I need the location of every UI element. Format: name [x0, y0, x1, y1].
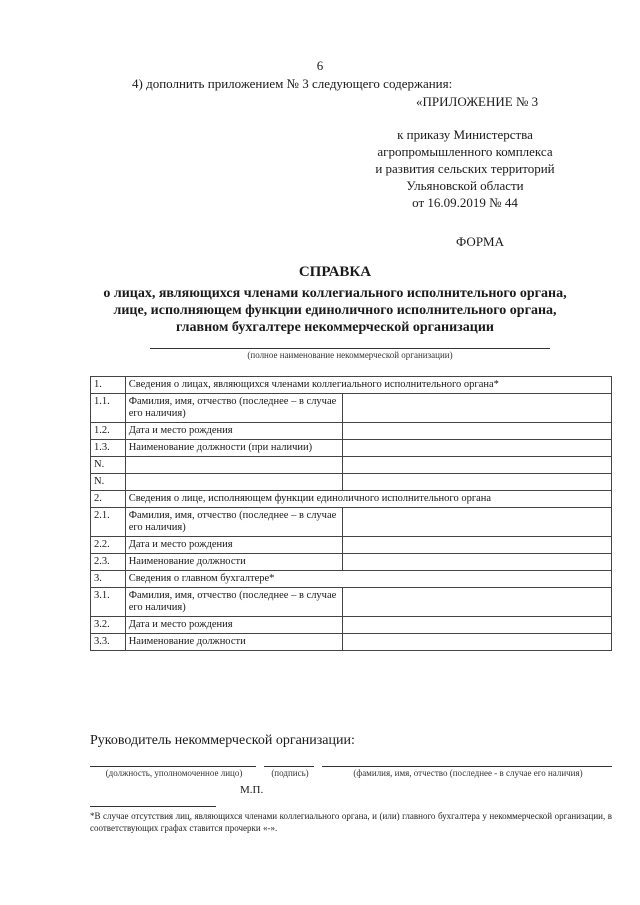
row-number: 2.: [91, 491, 126, 508]
field-value-cell[interactable]: [343, 617, 612, 634]
field-value-cell[interactable]: [343, 474, 612, 491]
field-value-cell[interactable]: [343, 537, 612, 554]
document-subtitle: [70, 285, 600, 336]
table-row: [91, 634, 612, 651]
approval-line: и развития сельских территорий: [375, 161, 555, 176]
table-row: [91, 537, 612, 554]
signature-line: [264, 766, 314, 767]
table-row: [91, 440, 612, 457]
field-label-cell: Наименование должности: [125, 554, 343, 571]
row-number: 1.2.: [91, 423, 126, 440]
table-section-row: [91, 491, 612, 508]
approval-line: к приказу Министерства: [397, 127, 533, 142]
name-signature-line: [322, 766, 612, 767]
table-row: [91, 508, 612, 537]
section-header-cell: Сведения о лицах, являющихся членами коллегиального исполнительного органа*: [125, 377, 611, 394]
row-number: 2.2.: [91, 537, 126, 554]
stamp-placeholder: М.П.: [240, 784, 264, 796]
approval-line: агропромышленного комплекса: [377, 144, 553, 159]
section-header-cell: Сведения о главном бухгалтере*: [125, 571, 611, 588]
row-number: 1.3.: [91, 440, 126, 457]
field-label-cell: Фамилия, имя, отчество (последнее – в случае его наличия): [125, 508, 343, 537]
table-section-row: [91, 571, 612, 588]
table-row: [91, 617, 612, 634]
row-number: 2.3.: [91, 554, 126, 571]
row-number: N.: [91, 457, 126, 474]
info-table: [90, 376, 612, 651]
subtitle-line: о лицах, являющихся членами коллегиального исполнительного органа,: [103, 286, 567, 301]
approval-block: [340, 126, 590, 211]
field-label-cell: Дата и место рождения: [125, 423, 343, 440]
field-value-cell[interactable]: [343, 508, 612, 537]
organization-caption: (полное наименование некоммерческой организации): [247, 350, 453, 360]
organization-name-line: [150, 348, 550, 349]
position-caption: (должность, уполномоченное лицо): [105, 768, 243, 778]
field-value-cell[interactable]: [343, 554, 612, 571]
position-signature-line: [90, 766, 256, 767]
field-value-cell[interactable]: [343, 394, 612, 423]
field-value-cell[interactable]: [343, 634, 612, 651]
footnote-rule: [90, 806, 216, 807]
appendix-title: «ПРИЛОЖЕНИЕ № 3: [416, 94, 539, 109]
row-number: 3.1.: [91, 588, 126, 617]
subtitle-line: лице, исполняющем функции единоличного исполнительного органа,: [113, 303, 557, 318]
table-row: [91, 394, 612, 423]
field-label-cell: Дата и место рождения: [125, 617, 343, 634]
field-value-cell[interactable]: [343, 457, 612, 474]
field-label-cell: Дата и место рождения: [125, 537, 343, 554]
signature-caption: (подпись): [271, 768, 309, 778]
section-header-cell: Сведения о лице, исполняющем функции единоличного исполнительного органа: [125, 491, 611, 508]
signer-label: Руководитель некоммерческой организации:: [90, 733, 355, 748]
table-row: [91, 554, 612, 571]
row-number: 1.1.: [91, 394, 126, 423]
table-row: [91, 457, 612, 474]
name-caption: (фамилия, имя, отчество (последнее - в случае его наличия): [353, 768, 583, 778]
row-number: 3.3.: [91, 634, 126, 651]
document-title: СПРАВКА: [298, 264, 372, 280]
field-value-cell[interactable]: [343, 588, 612, 617]
row-number: 3.: [91, 571, 126, 588]
approval-line: Ульяновской области: [406, 178, 524, 193]
field-label-cell: Фамилия, имя, отчество (последнее – в случае его наличия): [125, 588, 343, 617]
amendment-intro: 4) дополнить приложением № 3 следующего содержания:: [132, 76, 453, 91]
footnote: *В случае отсутствия лиц, являющихся членами коллегиального органа, и (или) главного бухгалтера у некоммерческой организации, в соответствующих графах ставится прочерки «-».: [90, 811, 612, 833]
subtitle-line: главном бухгалтере некоммерческой организации: [176, 320, 494, 335]
row-number: 1.: [91, 377, 126, 394]
table-row: [91, 474, 612, 491]
table-row: [91, 423, 612, 440]
field-value-cell[interactable]: [343, 423, 612, 440]
row-number: N.: [91, 474, 126, 491]
field-label-cell: [125, 474, 343, 491]
table-section-row: [91, 377, 612, 394]
row-number: 2.1.: [91, 508, 126, 537]
page-number: 6: [316, 58, 324, 73]
approval-line: от 16.09.2019 № 44: [412, 195, 518, 210]
field-label-cell: [125, 457, 343, 474]
form-label: ФОРМА: [456, 234, 504, 249]
field-value-cell[interactable]: [343, 440, 612, 457]
field-label-cell: Наименование должности (при наличии): [125, 440, 343, 457]
row-number: 3.2.: [91, 617, 126, 634]
field-label-cell: Наименование должности: [125, 634, 343, 651]
field-label-cell: Фамилия, имя, отчество (последнее – в случае его наличия): [125, 394, 343, 423]
table-row: [91, 588, 612, 617]
